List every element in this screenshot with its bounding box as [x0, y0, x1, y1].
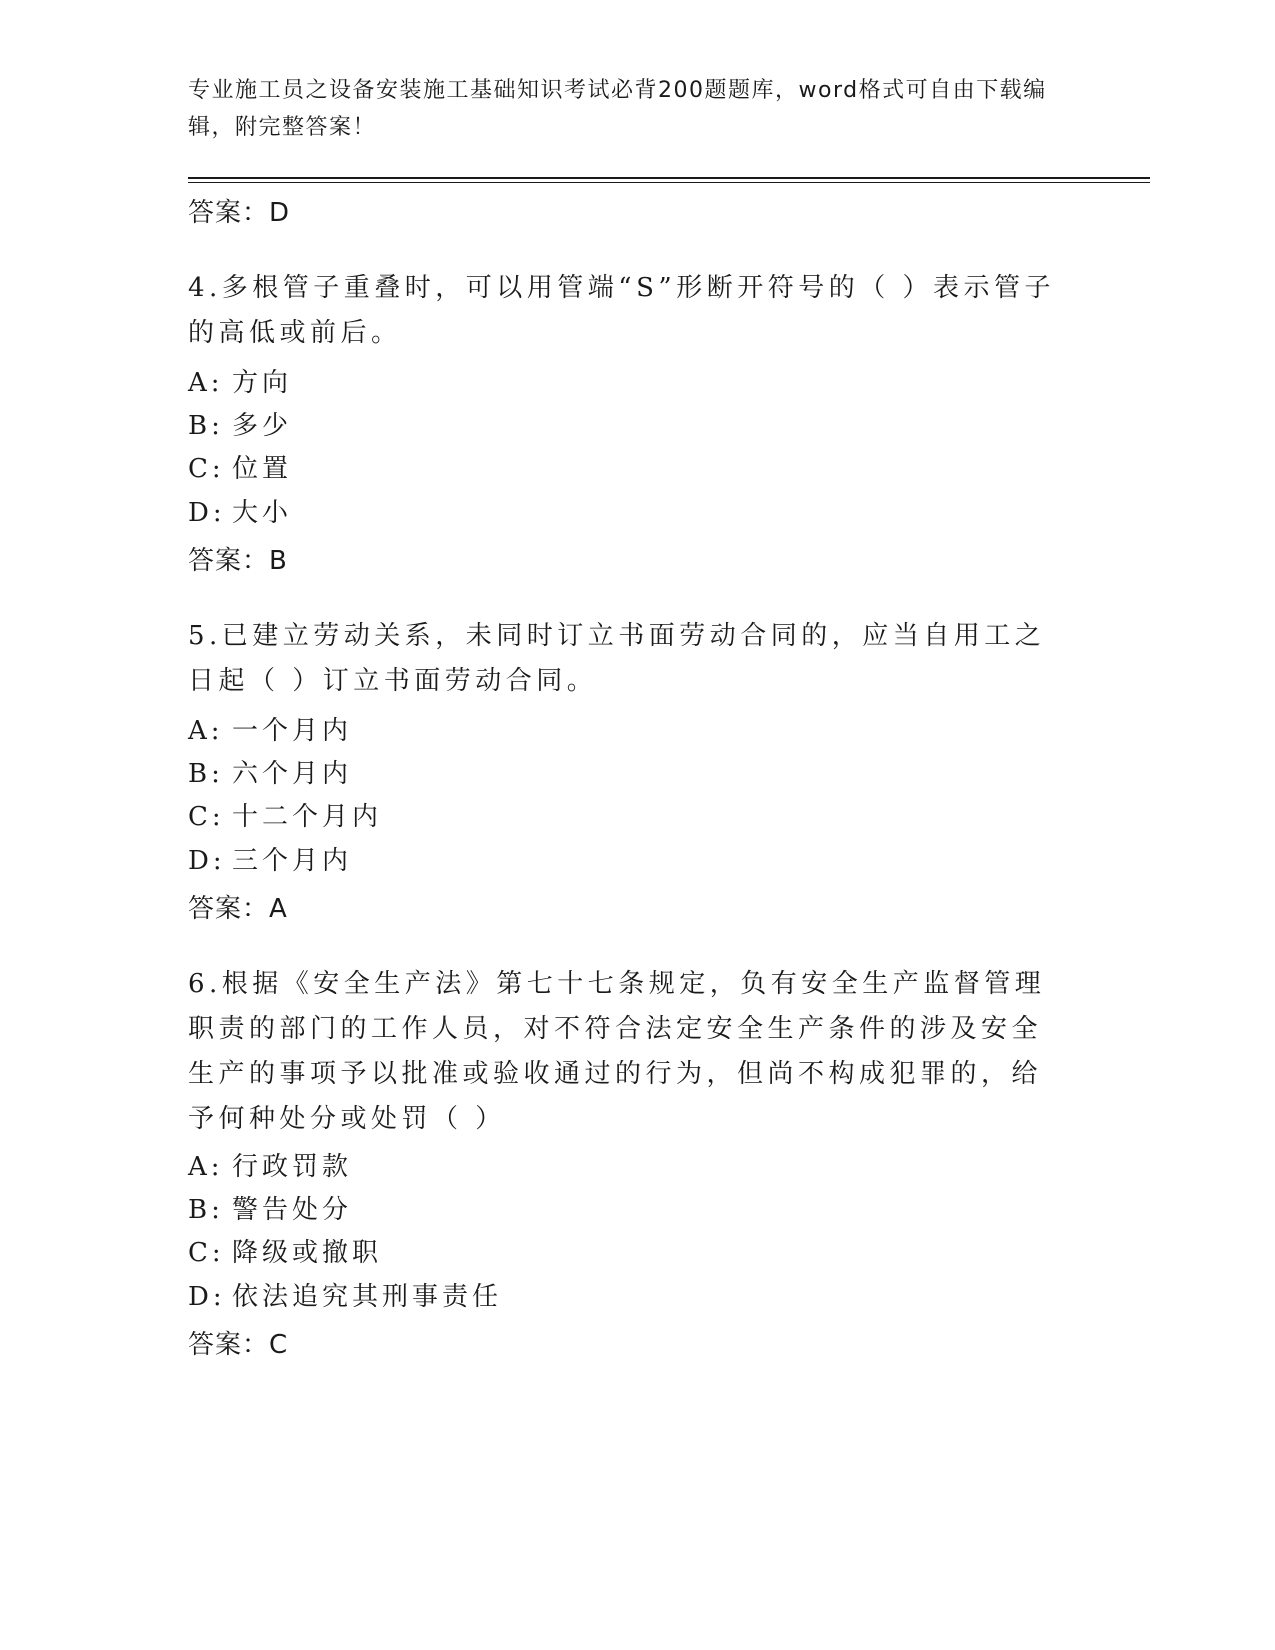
- question-6-text: 6.根据《安全生产法》第七十七条规定，负有安全生产监督管理职责的部门的工作人员，对不符合法定安全生产条件的涉及安全生产的事项予以批准或验收通过的行为，但尚不构成犯罪的，给予何种处分或处罚（ ）: [188, 969, 1046, 1134]
- question-4-option-d: D: 大小: [188, 498, 293, 528]
- header-divider-thin: [188, 182, 1150, 183]
- question-6-option-d: D: 依法追究其刑事责任: [188, 1282, 503, 1312]
- question-5-option-b: B: 六个月内: [188, 759, 353, 789]
- question-4-option-a: A: 方向: [188, 368, 293, 398]
- question-6-option-a: A: 行政罚款: [188, 1152, 353, 1182]
- question-6-answer: 答案：C: [188, 1330, 289, 1360]
- question-6-option-b: B: 警告处分: [188, 1195, 353, 1225]
- question-5-text: 5.已建立劳动关系，未同时订立书面劳动合同的，应当自用工之日起（ ）订立书面劳动合同。: [188, 621, 1046, 696]
- header-divider: [188, 177, 1150, 179]
- question-4-answer: 答案：B: [188, 546, 288, 576]
- question-5-answer: 答案：A: [188, 894, 288, 924]
- question-4-option-c: C: 位置: [188, 454, 293, 484]
- question-4-text: 4.多根管子重叠时，可以用管端“S”形断开符号的（ ）表示管子的高低或前后。: [188, 273, 1055, 348]
- answer-previous: 答案：D: [188, 198, 291, 228]
- question-5-option-c: C: 十二个月内: [188, 802, 383, 832]
- question-5-option-d: D: 三个月内: [188, 846, 353, 876]
- document-title: 专业施工员之设备安装施工基础知识考试必背200题题库，word格式可自由下载编辑，附完整答案！: [188, 78, 1047, 140]
- question-5-option-a: A: 一个月内: [188, 716, 353, 746]
- question-4-option-b: B: 多少: [188, 411, 293, 441]
- question-6-option-c: C: 降级或撤职: [188, 1238, 383, 1268]
